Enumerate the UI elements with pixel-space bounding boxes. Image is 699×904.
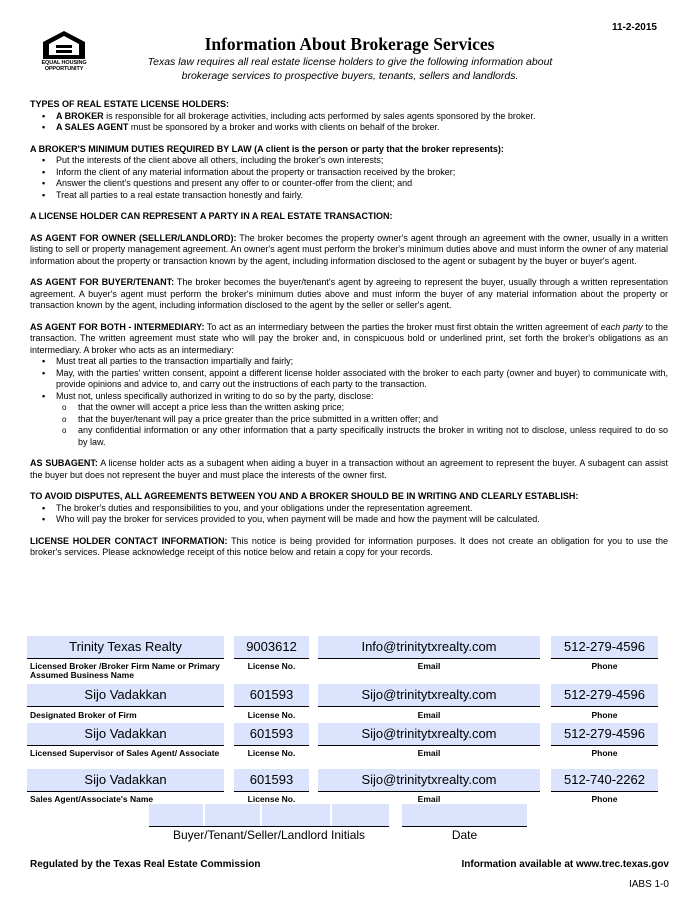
broker-phone-field[interactable]: 512-279-4596 xyxy=(551,636,658,658)
section-minimum-duties xyxy=(30,144,668,202)
list-item: • The broker's duties and responsibilities to you, and your obligations under the representation agreement. xyxy=(56,503,668,515)
underline xyxy=(149,826,389,827)
section-represent xyxy=(30,211,668,223)
section-heading: TYPES OF REAL ESTATE LICENSE HOLDERS: xyxy=(30,99,230,109)
designated-broker-email-field[interactable]: Sijo@trinitytxrealty.com xyxy=(318,684,540,706)
form-date: 11-2-2015 xyxy=(611,22,657,33)
list-item: • Must not, unless specifically authorized in writing to do so by the party, disclose: o that the owner will accept a price less than the written asking price; o that the buyer/tenant will pay a price greater than the price submitted in a written offer; and o any confidential information or any other information that a party specifically instructs the broker in writing not to disclose, unless required to do so by law. xyxy=(56,391,668,449)
notice-body xyxy=(30,99,668,569)
logo-text xyxy=(40,60,88,72)
list-item: • Put the interests of the client above all others, including the broker's own interests; xyxy=(56,155,668,167)
underline xyxy=(234,745,309,746)
underline xyxy=(551,706,658,707)
underline xyxy=(551,791,658,792)
sales-agent-phone-field[interactable]: 512-740-2262 xyxy=(551,769,658,791)
underline xyxy=(402,826,527,827)
phone-label: Phone xyxy=(591,794,618,804)
email-label: Email xyxy=(417,661,441,671)
underline xyxy=(551,658,658,659)
underline xyxy=(27,706,224,707)
broker-license-field[interactable]: 9003612 xyxy=(234,636,309,658)
section-intermediary: AS AGENT FOR BOTH - INTERMEDIARY: To act as an intermediary between the parties the broker must first obtain the written agreement of each party to the transaction. The written agreement must state who will pay the broker and, in conspicuous bold or underlined print, set forth the broker's obligations as an intermediary. A broker who acts as an intermediary: • Must treat all parties to the transaction impartially and fairly; • May, with the parties' written consent, appoint a different license holder associated with the broker to each party (owner and buyer) to communicate with, provide opinions and advice to, and carry out the instructions of each party to the transaction. • Must not, unless specifically authorized in writing to do so by the party, disclose: o that the owner will accept a price less than the written asking price; o that the buyer/tenant will pay a price greater than the price submitted in a written offer; and o any confidential information or any other information that a party specifically instructs the broker in writing not to disclose, unless required to do so by law. xyxy=(30,322,668,449)
initials-label: Buyer/Tenant/Seller/Landlord Initials xyxy=(172,828,366,842)
underline xyxy=(27,791,224,792)
subtitle-line-2: brokerage services to prospective buyers, tenants, sellers and landlords. xyxy=(181,70,519,82)
underline xyxy=(318,791,540,792)
phone-label: Phone xyxy=(591,661,618,671)
underline xyxy=(234,706,309,707)
logo-text-line-2: OPPORTUNITY xyxy=(44,66,84,72)
designated-broker-license-field[interactable]: 601593 xyxy=(234,684,309,706)
sub-list-item: o that the owner will accept a price less than the written asking price; xyxy=(78,402,668,414)
section-heading: A BROKER'S MINIMUM DUTIES REQUIRED BY LAW (A client is the person or party that the broker represents): xyxy=(30,143,504,154)
supervisor-name-field[interactable]: Sijo Vadakkan xyxy=(27,723,224,745)
underline xyxy=(234,658,309,659)
email-label: Email xyxy=(417,794,441,804)
footer-info-link[interactable]: Information available at www.trec.texas.gov xyxy=(461,859,669,870)
page-title: Information About Brokerage Services xyxy=(204,34,495,54)
section-license-types xyxy=(30,99,668,134)
section-heading: TO AVOID DISPUTES, ALL AGREEMENTS BETWEEN YOU AND A BROKER SHOULD BE IN WRITING AND CLEARLY ESTABLISH: xyxy=(30,491,579,501)
license-label: License No. xyxy=(247,794,296,804)
license-label: License No. xyxy=(247,661,296,671)
sales-agent-label: Sales Agent/Associate's Name xyxy=(30,794,154,804)
supervisor-phone-field[interactable]: 512-279-4596 xyxy=(551,723,658,745)
underline xyxy=(27,745,224,746)
initials-field-4[interactable] xyxy=(332,804,389,826)
broker-firm-label: Licensed Broker /Broker Firm Name or Primary Assumed Business Name xyxy=(30,661,220,680)
sales-agent-email-field[interactable]: Sijo@trinitytxrealty.com xyxy=(318,769,540,791)
section-heading: A LICENSE HOLDER CAN REPRESENT A PARTY IN A REAL ESTATE TRANSACTION: xyxy=(30,211,393,221)
initials-field-3[interactable] xyxy=(262,804,330,826)
subtitle-line-1: Texas law requires all real estate license holders to give the following information about xyxy=(147,56,553,68)
section-agent-owner: AS AGENT FOR OWNER (SELLER/LANDLORD): The broker becomes the property owner's agent through an agreement with the owner, usually in a written listing to sell or property management agreement. An owner's agent must perform the broker's minimum duties above and must inform the owner of any material information about the property or transaction known by the agent, including information disclosed to the agent or subagent by the buyer or buyer's agent. xyxy=(30,232,669,266)
list-item: • Treat all parties to a real estate transaction honestly and fairly. xyxy=(56,190,668,202)
email-label: Email xyxy=(417,748,441,758)
sub-list-item: o any confidential information or any other information that a party specifically instructs the broker in writing not to disclose, unless required to do so by law. xyxy=(78,425,668,448)
underline xyxy=(318,658,540,659)
phone-label: Phone xyxy=(591,748,618,758)
underline xyxy=(318,745,540,746)
section-disputes xyxy=(30,491,668,526)
footer-regulated: Regulated by the Texas Real Estate Commission xyxy=(30,859,261,870)
license-label: License No. xyxy=(247,748,296,758)
underline xyxy=(318,706,540,707)
list-item: • May, with the parties' written consent, appoint a different license holder associated with the broker to each party (owner and buyer) to communicate with, provide opinions and advice to, and carry out the instructions of each party to the transaction. xyxy=(56,368,668,391)
underline xyxy=(234,791,309,792)
license-label: License No. xyxy=(247,710,296,720)
supervisor-email-field[interactable]: Sijo@trinitytxrealty.com xyxy=(318,723,540,745)
logo-text-line-1: EQUAL HOUSING xyxy=(41,60,87,66)
broker-email-field[interactable]: Info@trinitytxrealty.com xyxy=(318,636,540,658)
underline xyxy=(27,658,224,659)
designated-broker-name-field[interactable]: Sijo Vadakkan xyxy=(27,684,224,706)
underline xyxy=(551,745,658,746)
section-contact-info: LICENSE HOLDER CONTACT INFORMATION: This notice is being provided for information purposes. It does not create an obligation for you to use the broker's services. Please acknowledge receipt of this notice below and retain a copy for your records. xyxy=(30,535,668,557)
initials-field-2[interactable] xyxy=(205,804,260,826)
broker-firm-name-field[interactable]: Trinity Texas Realty xyxy=(27,636,224,658)
section-subagent: AS SUBAGENT: A license holder acts as a subagent when aiding a buyer in a transaction without an agreement to represent the buyer. A subagent can assist the buyer but does not represent the buyer and must place the interests of the owner first. xyxy=(30,458,668,480)
email-label: Email xyxy=(417,710,441,720)
date-label: Date xyxy=(451,828,478,842)
supervisor-license-field[interactable]: 601593 xyxy=(234,723,309,745)
list-item: • Who will pay the broker for services provided to you, when payment will be made and how the payment will be calculated. xyxy=(56,514,668,526)
sub-list-item: o that the buyer/tenant will pay a price greater than the price submitted in a written offer; and xyxy=(78,414,668,426)
date-field[interactable] xyxy=(402,804,527,826)
sales-agent-license-field[interactable]: 601593 xyxy=(234,769,309,791)
page-subtitle xyxy=(100,55,600,83)
list-item: • Inform the client of any material information about the property or transaction received by the broker; xyxy=(56,167,668,179)
form-id: IABS 1-0 xyxy=(628,879,669,890)
list-item: • Answer the client's questions and present any offer to or counter-offer from the client; and xyxy=(56,178,668,190)
initials-field-1[interactable] xyxy=(149,804,203,826)
list-item: • A BROKER is responsible for all brokerage activities, including acts performed by sales agents sponsored by the broker. xyxy=(56,111,668,123)
sales-agent-name-field[interactable]: Sijo Vadakkan xyxy=(27,769,224,791)
section-agent-buyer: AS AGENT FOR BUYER/TENANT: The broker becomes the buyer/tenant's agent by agreeing to represent the buyer, usually through a written representation agreement. A buyer's agent must perform the broker's minimum duties above and must inform the buyer of any material information about the property or transaction known by the agent, including information disclosed to the agent by the seller or seller's agent. xyxy=(30,277,668,310)
designated-broker-label: Designated Broker of Firm xyxy=(30,710,137,720)
list-item: • A SALES AGENT must be sponsored by a broker and works with clients on behalf of the broker. xyxy=(56,122,668,134)
supervisor-label: Licensed Supervisor of Sales Agent/ Associate xyxy=(30,748,220,758)
designated-broker-phone-field[interactable]: 512-279-4596 xyxy=(551,684,658,706)
list-item: • Must treat all parties to the transaction impartially and fairly; xyxy=(56,356,668,368)
phone-label: Phone xyxy=(591,710,618,720)
